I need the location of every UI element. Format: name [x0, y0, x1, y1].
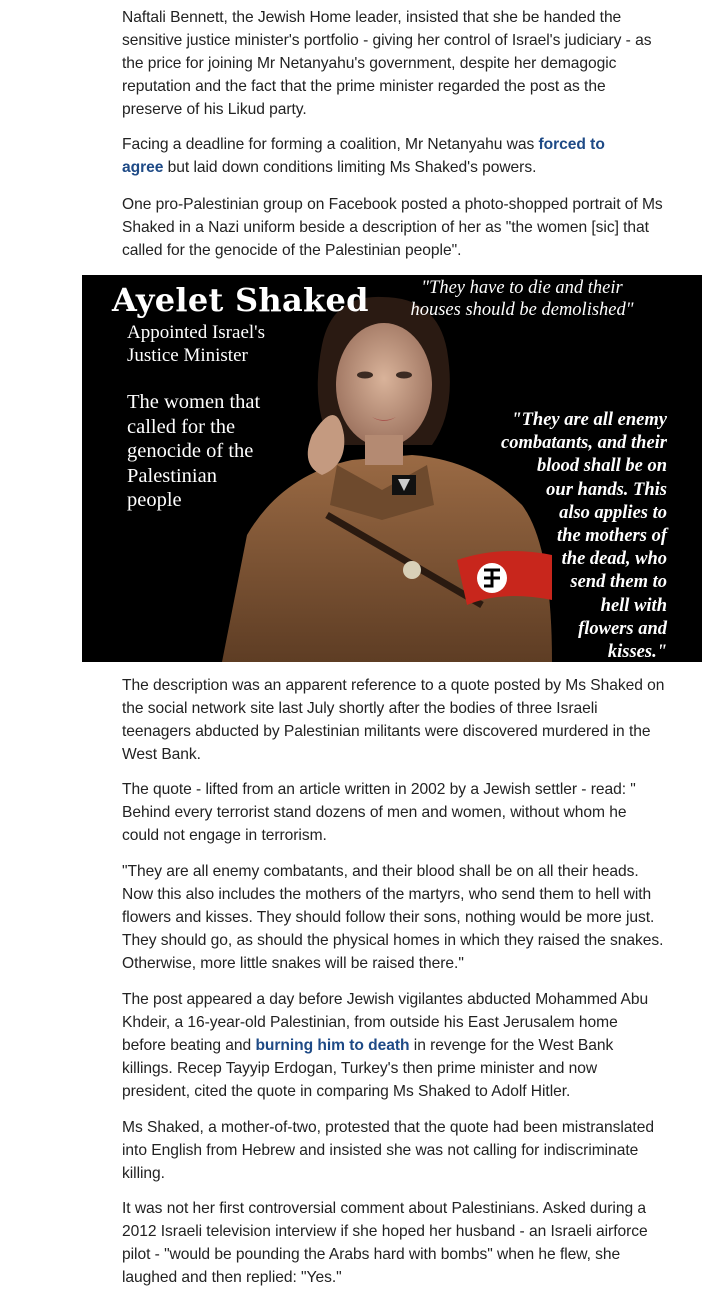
quote-line: "They are all enemy	[511, 410, 667, 430]
paragraph-9: It was not her first controversial comment about Palestinians. Asked during a 2012 Israeli television interview if she hoped her husband - an Israeli airforce pilot - "would be pounding the Arabs hard with bombs" when he flew, she laughed and then replied: "Yes."	[122, 1200, 648, 1286]
paragraph-7-text-a: The post appeared a day before Jewish vigilantes abducted Mohammed Abu Khdeir, a 16-year-old Palestinian, from outside his East Jerusalem home before beating and	[122, 991, 649, 1054]
claim-line: Palestinian	[127, 464, 217, 487]
paragraph-4: The description was an apparent reference to a quote posted by Ms Shaked on the social network site last July shortly after the bodies of three Israeli teenagers abducted by Palestinian militants were discovered murdered in the West Bank.	[122, 677, 665, 763]
paragraph-7	[122, 988, 662, 1103]
image-title-name: Ayelet Shaked	[112, 281, 369, 319]
claim-line: genocide of the	[127, 440, 254, 462]
paragraph-8: Ms Shaked, a mother-of-two, protested that the quote had been mistranslated into English from Hebrew and insisted she was not calling for indiscriminate killing.	[122, 1119, 654, 1182]
quote-line: hell with	[600, 595, 667, 616]
quote-line: flowers and	[578, 618, 667, 639]
claim-line: called for the	[127, 415, 236, 438]
paragraph-2-text-a: Facing a deadline for forming a coalition, Mr Netanyahu was	[122, 136, 539, 153]
image-quote-right	[427, 409, 667, 662]
image-quote-top	[382, 277, 662, 321]
image-claim-text	[127, 390, 307, 513]
paragraph-7-text-b: in revenge for the West Bank killings. Recep Tayyip Erdogan, Turkey's then prime minister and now president, cited the quote in comparing Ms Shaked to Adolf Hitler.	[122, 1037, 614, 1100]
quote-line: send them to	[570, 572, 667, 593]
quote-line: kisses."	[607, 642, 667, 662]
burning-him-to-death-link[interactable]: burning him to death	[255, 1037, 410, 1054]
quote-line: also applies to	[559, 502, 667, 523]
quote-line: houses should be demolished"	[410, 300, 634, 320]
quote-line: the mothers of	[557, 526, 667, 547]
forced-to-agree-link[interactable]: forced to agree	[122, 136, 605, 176]
subtitle-line: Appointed Israel's	[127, 322, 265, 343]
subtitle-line: Justice Minister	[127, 345, 248, 366]
claim-line: The women that	[127, 391, 261, 413]
claim-line: people	[127, 489, 182, 511]
paragraph-1: Naftali Bennett, the Jewish Home leader, insisted that she be handed the sensitive justice minister's portfolio - giving her control of Israel's judiciary - as the price for joining Mr Netanyahu's government, despite her demagogic reputation and the fact that the prime minister regarded the post as the preserve of his Likud party.	[122, 9, 652, 118]
quote-line: the dead, who	[561, 549, 667, 570]
quote-line: our hands. This	[546, 479, 667, 500]
quote-line: "They have to die and their	[421, 278, 623, 298]
paragraph-6: "They are all enemy combatants, and their blood shall be on all their heads. Now this also includes the mothers of the martyrs, who send them to hell with flowers and kisses. They should follow their sons, nothing would be more just. They should go, as should the physical homes in which they raised the snakes. Otherwise, more little snakes will be raised there."	[122, 863, 664, 972]
image-subtitle	[127, 321, 265, 367]
paragraph-2	[122, 133, 642, 179]
photoshopped-portrait-image	[82, 275, 702, 662]
paragraph-3: One pro-Palestinian group on Facebook posted a photo-shopped portrait of Ms Shaked in a Nazi uniform beside a description of her as "the women [sic] that called for the genocide of the Palestinian people".	[122, 196, 663, 259]
paragraph-5: The quote - lifted from an article written in 2002 by a Jewish settler - read: " Behind every terrorist stand dozens of men and women, without whom he could not engage in terrorism.	[122, 781, 636, 844]
paragraph-2-text-b: but laid down conditions limiting Ms Shaked's powers.	[163, 159, 537, 176]
quote-line: combatants, and their	[500, 433, 667, 454]
quote-line: blood shall be on	[536, 456, 667, 477]
